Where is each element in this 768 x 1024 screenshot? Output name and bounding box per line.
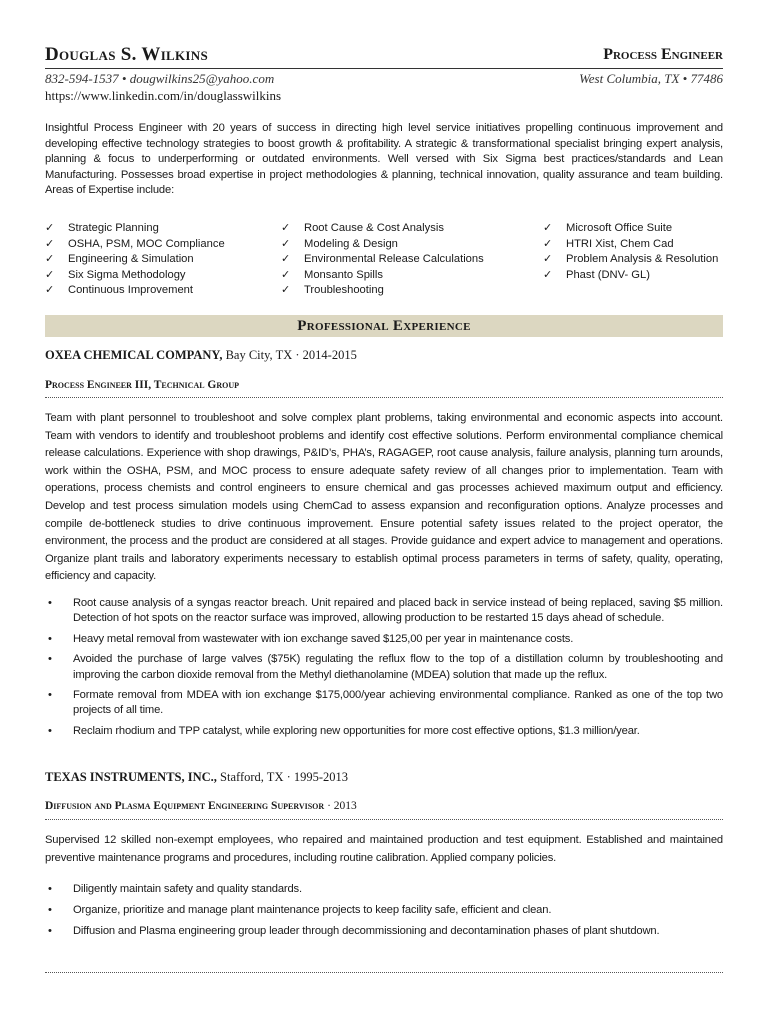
check-icon: ✓: [543, 222, 553, 234]
job-title: [45, 800, 357, 812]
skill-item: [281, 237, 484, 253]
bullet-icon: •: [48, 653, 52, 666]
job-title: [45, 379, 239, 391]
check-icon: ✓: [45, 237, 55, 250]
skills-column-1: [45, 221, 225, 299]
list-item-text: Diffusion and Plasma engineering group leader through decommissioning and decontamination phases of plant shutdown.: [73, 924, 660, 937]
check-icon: ✓: [281, 268, 291, 281]
list-item-text: Diligently maintain safety and quality standards.: [73, 883, 302, 895]
company-location-dates: Stafford, TX · 1995-2013: [216, 770, 349, 784]
check-icon: ✓: [543, 237, 553, 250]
summary-paragraph: Insightful Process Engineer with 20 years of success in directing high level service initiatives propelling continuous improvement and developing effective technology strategies to boost growth & profitability. A strategic & transformational specialist bringing expert analysis, planning & focus to underperforming or outdated environments. Well versed with Six Sigma best practices/standards and Lean Manufacturing. Possesses broad expertise in project methodologies & planning, technical innovation, quality assurance and team building. Areas of Expertise include:: [45, 122, 723, 196]
company-name: OXEA CHEMICAL COMPANY,: [45, 348, 223, 362]
skills-column-2: [281, 221, 484, 299]
target-role: Process Engineer: [603, 46, 723, 63]
skill-label: Engineering & Simulation: [68, 253, 194, 265]
skill-label: Environmental Release Calculations: [304, 253, 484, 265]
skill-item: [543, 221, 718, 237]
skill-label: Strategic Planning: [68, 222, 159, 234]
dotted-divider: [45, 972, 723, 973]
skill-item: [45, 237, 225, 253]
achievements-list: [45, 882, 723, 939]
bullet-icon: •: [48, 724, 52, 737]
bullet-icon: •: [48, 924, 52, 937]
list-item: [45, 924, 723, 939]
list-item: [45, 596, 723, 627]
bullet-icon: •: [48, 903, 52, 916]
skill-item: [281, 221, 484, 237]
job-description: Supervised 12 skilled non-exempt employees, who repaired and maintained production and test equipment. Established and maintained preventive maintenance programs and procedures, including routine calibration. Applied company policies.: [45, 834, 723, 864]
skill-label: Phast (DNV- GL): [566, 268, 650, 281]
list-item-text: Reclaim rhodium and TPP catalyst, while exploring new opportunities for more cost effective options, $1.3 million/year.: [73, 724, 640, 737]
skill-label: Six Sigma Methodology: [68, 268, 186, 281]
check-icon: ✓: [45, 268, 55, 281]
skill-item: [45, 221, 225, 237]
skills-column-3: [543, 221, 718, 283]
skill-item: [543, 237, 718, 253]
list-item-text: Avoided the purchase of large valves ($75K) regulating the reflux flow to the top of a distillation column by troubleshooting and improving the carbon dioxide removal from the Methyl diethanolamine (MDEA) solution that made up the reflux.: [73, 653, 723, 681]
list-item: [45, 903, 723, 918]
skill-label: OSHA, PSM, MOC Compliance: [68, 237, 225, 250]
check-icon: ✓: [543, 268, 553, 281]
check-icon: ✓: [281, 222, 291, 234]
bullet-icon: •: [48, 689, 52, 702]
company-name: TEXAS INSTRUMENTS, INC.,: [45, 770, 217, 784]
candidate-name: Douglas S. Wilkins: [45, 44, 209, 65]
location: West Columbia, TX • 77486: [579, 71, 723, 86]
list-item: [45, 688, 723, 719]
skill-label: HTRI Xist, Chem Cad: [566, 237, 674, 250]
contact-line: [45, 71, 274, 87]
list-item-text: Root cause analysis of a syngas reactor breach. Unit repaired and placed back in service instead of being replaced, saving $5 million. Detection of hot spots on the reactor surface was improved, allowing production to be restarted 15 days ahead of schedule.: [73, 597, 723, 625]
skill-label: Troubleshooting: [304, 284, 384, 296]
skill-item: [45, 283, 225, 299]
bullet-icon: •: [48, 883, 52, 895]
skill-label: Problem Analysis & Resolution: [566, 253, 719, 265]
skill-label: Continuous Improvement: [68, 284, 193, 296]
dotted-divider: [45, 397, 723, 398]
list-item: [45, 632, 723, 647]
check-icon: ✓: [45, 222, 55, 234]
bullet-icon: •: [48, 632, 52, 645]
separator-icon: •: [121, 71, 127, 86]
job-title-year: · 2013: [324, 800, 357, 812]
check-icon: ✓: [45, 253, 55, 265]
job-description: Team with plant personnel to troubleshoot and solve complex plant problems, taking environmental and economic aspects into account. Team with vendors to identify and troubleshoot problems and identify cost effective solutions. Perform environmental compliance chemical release calculations. Experience with shop drawings, P&ID’s, PHA’s, RAGAGEP, root cause analysis, failure analysis, planning turn arounds, work within the OSHA, PSM, and MOC process to ensure adequate safety review of all changes prior to implementation. Team with operations, process chemists and control engineers to ensure chemical and gas processes achieved maximum output and efficiency. Develop and test process simulation models using ChemCad to assess expansion and reconfiguration options. Analyze processes and compile de-bottleneck studies to drive continuous improvement. Ensure potential safety issues related to the project operator, the environment, the process and the product are considered at all stages. Provide guidance and expert advice to management and operations. Organize plant trails and laboratory experiments necessary to establish optimal process parameters in terms of safety, quality, operating, efficiency and capacity.: [45, 412, 723, 583]
skill-item: [543, 268, 718, 284]
linkedin-link[interactable]: https://www.linkedin.com/in/douglasswilkins: [45, 88, 282, 103]
skill-item: [281, 283, 484, 299]
job-title-text: Process Engineer III, Technical Group: [45, 379, 240, 391]
check-icon: ✓: [281, 284, 291, 296]
achievements-list: [45, 596, 723, 739]
section-banner-professional-experience: [45, 315, 723, 337]
list-item-text: Heavy metal removal from wastewater with ion exchange saved $125,00 per year in maintenance costs.: [73, 632, 574, 645]
check-icon: ✓: [281, 237, 291, 250]
company-location-dates: Bay City, TX · 2014-2015: [222, 348, 357, 362]
check-icon: ✓: [281, 253, 291, 265]
company-line: [45, 348, 357, 363]
skill-item: [45, 252, 225, 268]
list-item: [45, 724, 723, 739]
job-title-text: Diffusion and Plasma Equipment Engineering Supervisor: [45, 800, 325, 812]
skill-label: Monsanto Spills: [304, 268, 383, 281]
skill-item: [543, 252, 718, 268]
skill-label: Microsoft Office Suite: [566, 222, 673, 234]
skill-label: Modeling & Design: [304, 237, 398, 250]
header-divider: [45, 68, 723, 69]
phone: 832-594-1537: [45, 71, 119, 86]
bullet-icon: •: [48, 597, 52, 609]
check-icon: ✓: [45, 284, 55, 296]
list-item: [45, 652, 723, 683]
skill-item: [281, 268, 484, 284]
company-line: [45, 770, 348, 785]
list-item-text: Formate removal from MDEA with ion exchange $175,000/year achieving environmental compliance. Ranked as one of the top two projects of all time.: [73, 689, 723, 717]
section-title: Professional Experience: [297, 318, 471, 334]
list-item: [45, 882, 723, 897]
dotted-divider: [45, 819, 723, 820]
skill-item: [45, 268, 225, 284]
email-link[interactable]: dougwilkins25@yahoo.com: [129, 71, 275, 86]
skill-label: Root Cause & Cost Analysis: [304, 222, 444, 234]
check-icon: ✓: [543, 253, 553, 265]
list-item-text: Organize, prioritize and manage plant maintenance projects to keep facility safe, efficient and clean.: [73, 903, 552, 916]
skill-item: [281, 252, 484, 268]
